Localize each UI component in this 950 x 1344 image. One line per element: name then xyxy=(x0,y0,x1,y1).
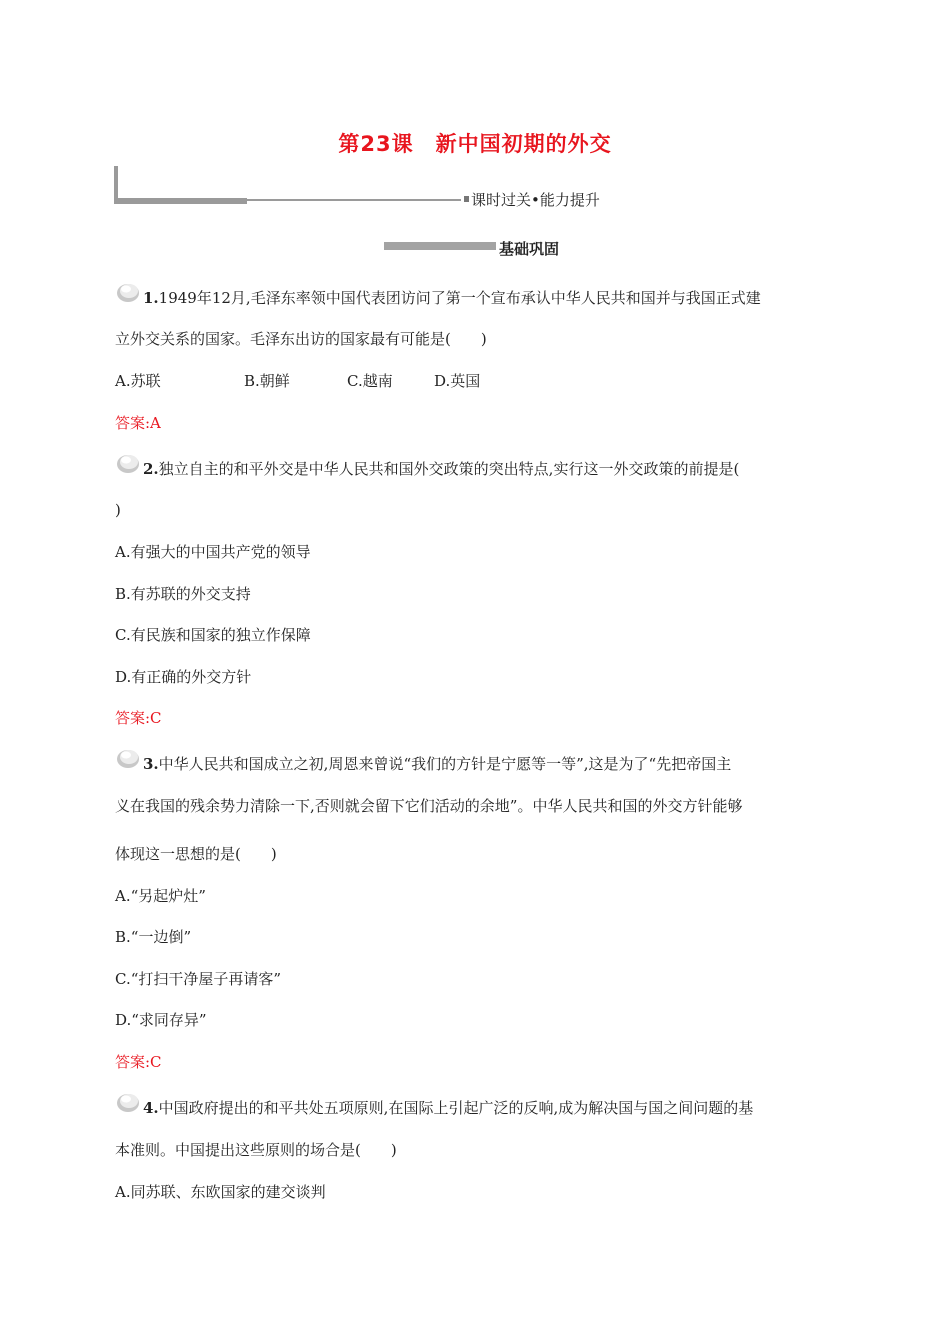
option-a: A.“另起炉灶” xyxy=(115,887,206,905)
question-3-line-1 xyxy=(115,754,731,774)
lesson-title: 第23课 新中国初期的外交 xyxy=(338,132,612,156)
option-a: A.苏联 xyxy=(115,372,161,390)
question-2-line-1 xyxy=(115,459,739,479)
option-d: D.英国 xyxy=(434,372,481,390)
question-2-line-2: ) xyxy=(115,501,121,519)
subsection-title: 基础巩固 xyxy=(499,240,560,258)
option-c: C.“打扫干净屋子再请客” xyxy=(115,970,282,988)
section-tag: 课时过关•能力提升 xyxy=(471,191,600,209)
header-frame-vertical xyxy=(114,166,118,202)
header-frame-bar xyxy=(114,198,247,204)
question-1-line-2: 立外交关系的国家。毛泽东出访的国家最有可能是( ) xyxy=(115,330,487,348)
option-d: D.有正确的外交方针 xyxy=(115,668,252,686)
option-b: B.“一边倒” xyxy=(115,928,192,946)
question-number: 3. xyxy=(143,755,159,773)
option-c: C.越南 xyxy=(347,372,393,390)
answer-3: 答案:C xyxy=(115,1053,162,1071)
question-number: 4. xyxy=(143,1099,159,1117)
question-4-line-2: 本准则。中国提出这些原则的场合是( ) xyxy=(115,1141,397,1159)
header-frame-line xyxy=(247,199,461,201)
answer-1: 答案:A xyxy=(115,414,161,432)
question-1-line-1 xyxy=(115,288,761,308)
option-c: C.有民族和国家的独立作保障 xyxy=(115,626,311,644)
question-number: 1. xyxy=(143,289,159,307)
subsection-bar xyxy=(384,242,496,250)
question-4-line-1 xyxy=(115,1098,753,1118)
question-text: 1949年12月,毛泽东率领中国代表团访问了第一个宣布承认中华人民共和国并与我国正式建 xyxy=(158,289,761,307)
question-3-line-2: 义在我国的残余势力清除一下,否则就会留下它们活动的余地”。中华人民共和国的外交方针能够 xyxy=(115,797,743,815)
question-text: 独立自主的和平外交是中华人民共和国外交政策的突出特点,实行这一外交政策的前提是( xyxy=(158,460,740,478)
option-b: B.有苏联的外交支持 xyxy=(115,585,251,603)
option-d: D.“求同存异” xyxy=(115,1011,207,1029)
option-a: A.有强大的中国共产党的领导 xyxy=(115,543,311,561)
question-text: 中国政府提出的和平共处五项原则,在国际上引起广泛的反响,成为解决国与国之间问题的基 xyxy=(158,1099,754,1117)
question-text: 中华人民共和国成立之初,周恩来曾说“我们的方针是宁愿等一等”,这是为了“先把帝国主 xyxy=(158,755,732,773)
question-number: 2. xyxy=(143,460,159,478)
answer-2: 答案:C xyxy=(115,709,162,727)
option-b: B.朝鲜 xyxy=(244,372,290,390)
header-frame-dot xyxy=(464,196,469,202)
option-a: A.同苏联、东欧国家的建交谈判 xyxy=(115,1183,326,1201)
question-3-line-3: 体现这一思想的是( ) xyxy=(115,845,277,863)
